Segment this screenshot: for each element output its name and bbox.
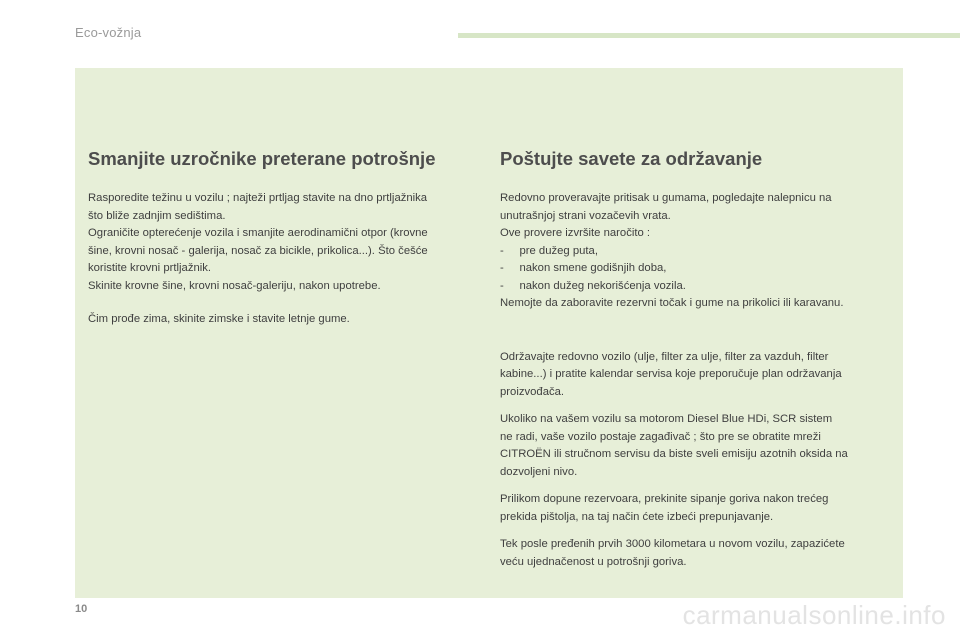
text-line: kabine...) i pratite kalendar servisa koje preporučuje plan održavanja xyxy=(500,368,842,380)
text-line: Ove provere izvršite naročito : xyxy=(500,227,651,239)
text-line: - nakon smene godišnjih doba, xyxy=(500,262,667,274)
page-number: 10 xyxy=(75,603,88,615)
text-line: unutrašnjoj strani vozačevih vrata. xyxy=(500,209,671,222)
text-line: Ograničite opterećenje vozila i smanjite aerodinamični otpor (krovne xyxy=(88,227,428,239)
right-paragraph-5 xyxy=(500,536,885,571)
page-section-title: Eco-vožnja xyxy=(75,25,142,40)
left-paragraph-1 xyxy=(88,190,468,295)
text-line: Tek posle pređenih prvih 3000 kilometara u novom vozilu, zapazićete xyxy=(500,538,845,550)
text-line: Nemojte da zaboravite rezervni točak i gume na prikolici ili karavanu. xyxy=(500,297,844,309)
text-line: Rasporedite težinu u vozilu ; najteži prtljag stavite na dno prtljažnika xyxy=(88,192,428,204)
left-heading: Smanjite uzročnike preterane potrošnje xyxy=(88,148,436,169)
text-line: Prilikom dopune rezervoara, prekinite sipanje goriva nakon trećeg xyxy=(500,493,829,505)
text-line: Skinite krovne šine, krovni nosač-galeriju, nakon upotrebe. xyxy=(88,279,381,292)
right-column xyxy=(500,148,885,571)
text-line: šine, krovni nosač - galerija, nosač za bicikle, prikolica...). Što češće xyxy=(88,244,428,257)
left-column xyxy=(88,148,468,329)
watermark: carmanualsonline.info xyxy=(682,600,946,630)
right-paragraph-1 xyxy=(500,190,885,313)
text-line: koristite krovni prtljažnik. xyxy=(88,262,212,274)
text-line: prekida pištolja, na taj način ćete izbeći prepunjavanje. xyxy=(500,510,774,523)
text-line: što bliže zadnjim sedištima. xyxy=(88,209,226,222)
text-line: proizvođača. xyxy=(500,385,565,398)
text-line: Ukoliko na vašem vozilu sa motorom Diesel Blue HDi, SCR sistem xyxy=(500,413,833,425)
text-line: - nakon dužeg nekorišćenja vozila. xyxy=(500,279,686,292)
right-heading: Poštujte savete za održavanje xyxy=(500,148,763,169)
left-paragraph-2: Čim prođe zima, skinite zimske i stavite letnje gume. xyxy=(88,313,350,325)
text-line: veću ujednačenost u potrošnji goriva. xyxy=(500,555,687,568)
text-line: Redovno proveravajte pritisak u gumama, pogledajte nalepnicu na xyxy=(500,192,832,204)
content-panel xyxy=(75,68,903,598)
right-paragraph-2 xyxy=(500,349,885,402)
text-line: ne radi, vaše vozilo postaje zagađivač ; što pre se obratite mreži xyxy=(500,430,821,443)
text-line: CITROËN ili stručnom servisu da biste sveli emisiju azotnih oksida na xyxy=(500,448,848,460)
right-paragraph-4 xyxy=(500,491,885,526)
right-paragraph-3 xyxy=(500,411,885,481)
text-line: - pre dužeg puta, xyxy=(500,244,598,257)
text-line: Održavajte redovno vozilo (ulje, filter za ulje, filter za vazduh, filter xyxy=(500,350,829,363)
text-line: dozvoljeni nivo. xyxy=(500,465,578,478)
header-accent-bar xyxy=(458,33,960,38)
